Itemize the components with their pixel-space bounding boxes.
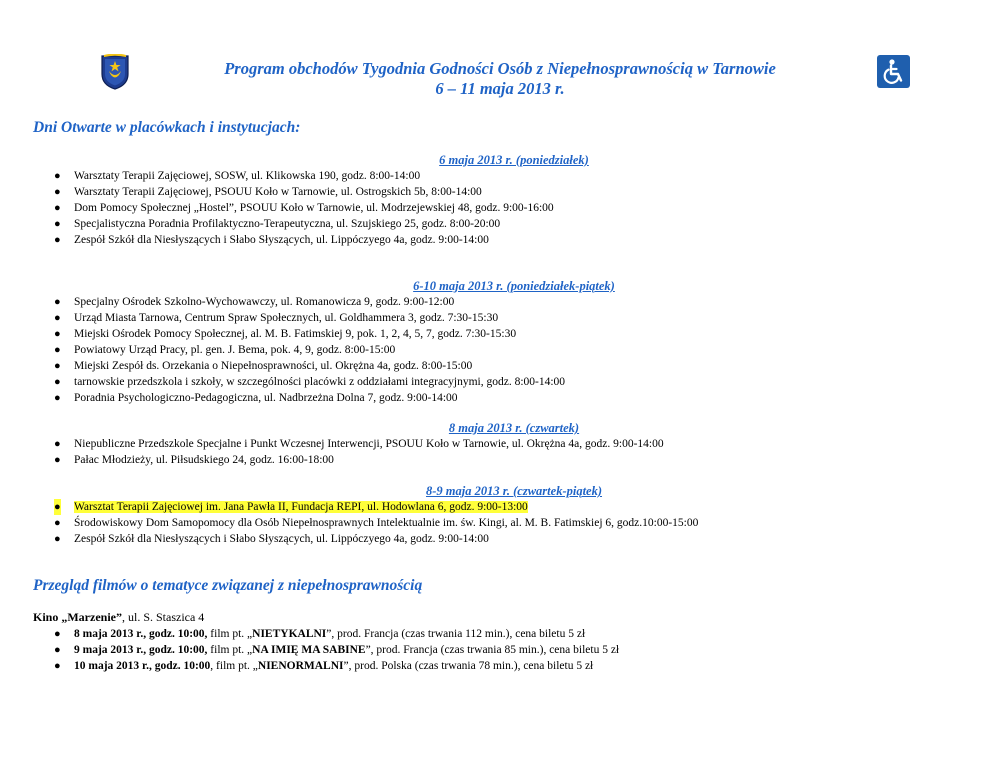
list-item: ● Warsztaty Terapii Zajęciowej, SOSW, ul. Klikowska 190, godz. 8:00-14:00 <box>54 170 421 182</box>
films-heading: Przegląd filmów o tematyce związanej z niepełnosprawnością <box>33 577 423 594</box>
open-days-heading: Dni Otwarte w placówkach i instytucjach: <box>33 119 301 136</box>
list-item-highlighted: ● Warsztat Terapii Zajęciowej im. Jana Pawła II, Fundacja REPI, ul. Hodowlana 6, godz. 9:00-13:00 <box>54 501 528 513</box>
screening-item: ● 10 maja 2013 r., godz. 10:00, film pt. „NIENORMALNI”, prod. Polska (czas trwania 78 min.), cena biletu 5 zł <box>54 660 594 672</box>
date-heading: 8-9 maja 2013 r. (czwartek-piątek) <box>425 484 603 498</box>
list-item: ● Poradnia Psychologiczno-Pedagogiczna, ul. Nadbrzeżna Dolna 7, godz. 9:00-14:00 <box>54 392 458 404</box>
list-item: ● Zespół Szkół dla Niesłyszących i Słabo Słyszących, ul. Lippóczyego 4a, godz. 9:00-14:00 <box>54 533 489 545</box>
venue-list <box>54 294 566 406</box>
list-item: ● Niepubliczne Przedszkole Specjalne i Punkt Wczesnej Interwencji, PSOUU Koło w Tarnowie, ul. Okrężna 4a, godz. 9:00-14:00 <box>54 438 664 450</box>
list-item: ● Środowiskowy Dom Samopomocy dla Osób Niepełnosprawnych Intelektualnie im. św. Kingi, al. M. B. Fatimskiej 6, godz.10:00-15:00 <box>54 517 699 529</box>
wheelchair-icon <box>877 55 910 88</box>
list-item: ● tarnowskie przedszkola i szkoły, w szczególności placówki z oddziałami integracyjnymi, godz. 8:00-14:00 <box>54 376 566 388</box>
document-title: Program obchodów Tygodnia Godności Osób z Niepełnosprawnością w Tarnowie <box>224 59 776 78</box>
cinema-info <box>33 610 204 625</box>
screening-item: ● 9 maja 2013 r., godz. 10:00, film pt. „NA IMIĘ MA SABINE”, prod. Francja (czas trwania 85 min.), cena biletu 5 zł <box>54 644 620 656</box>
list-item: ● Specjalistyczna Poradnia Profilaktyczno-Terapeutyczna, ul. Szujskiego 25, godz. 8:00-20:00 <box>54 218 501 230</box>
venue-list <box>54 499 699 547</box>
list-item: ● Dom Pomocy Społecznej „Hostel”, PSOUU Koło w Tarnowie, ul. Modrzejewskiej 48, godz. 9:00-16:00 <box>54 202 554 214</box>
list-item: ● Warsztaty Terapii Zajęciowej, PSOUU Koło w Tarnowie, ul. Ostrogskich 5b, 8:00-14:00 <box>54 186 482 198</box>
document-date-range: 6 – 11 maja 2013 r. <box>435 79 565 98</box>
screening-item: ● 8 maja 2013 r., godz. 10:00, film pt. „NIETYKALNI”, prod. Francja (czas trwania 112 min.), cena biletu 5 zł <box>54 628 586 640</box>
cinema-name: Kino „Marzenie” <box>33 610 122 624</box>
list-item: ● Miejski Ośrodek Pomocy Społecznej, al. M. B. Fatimskiej 9, pok. 1, 2, 4, 5, 7, godz. 7:30-15:30 <box>54 328 517 340</box>
date-heading: 6-10 maja 2013 r. (poniedziałek-piątek) <box>413 279 615 293</box>
date-heading: 8 maja 2013 r. (czwartek) <box>448 421 580 435</box>
venue-list <box>54 436 664 468</box>
cinema-address: , ul. S. Staszica 4 <box>121 610 205 624</box>
date-heading: 6 maja 2013 r. (poniedziałek) <box>439 153 589 167</box>
venue-list <box>54 168 554 248</box>
list-item: ● Urząd Miasta Tarnowa, Centrum Spraw Społecznych, ul. Goldhammera 3, godz. 7:30-15:30 <box>54 312 499 324</box>
screening-list <box>54 626 620 674</box>
list-item: ● Pałac Młodzieży, ul. Piłsudskiego 24, godz. 16:00-18:00 <box>54 454 334 466</box>
list-item: ● Powiatowy Urząd Pracy, pl. gen. J. Bema, pok. 4, 9, godz. 8:00-15:00 <box>54 344 396 356</box>
list-item: ● Miejski Zespół ds. Orzekania o Niepełnosprawności, ul. Okrężna 4a, godz. 8:00-15:00 <box>54 360 473 372</box>
list-item: ● Zespół Szkół dla Niesłyszących i Słabo Słyszących, ul. Lippóczyego 4a, godz. 9:00-14:00 <box>54 234 489 246</box>
list-item: ● Specjalny Ośrodek Szkolno-Wychowawczy, ul. Romanowicza 9, godz. 9:00-12:00 <box>54 296 455 308</box>
tarnow-coat-of-arms-icon <box>100 54 130 90</box>
